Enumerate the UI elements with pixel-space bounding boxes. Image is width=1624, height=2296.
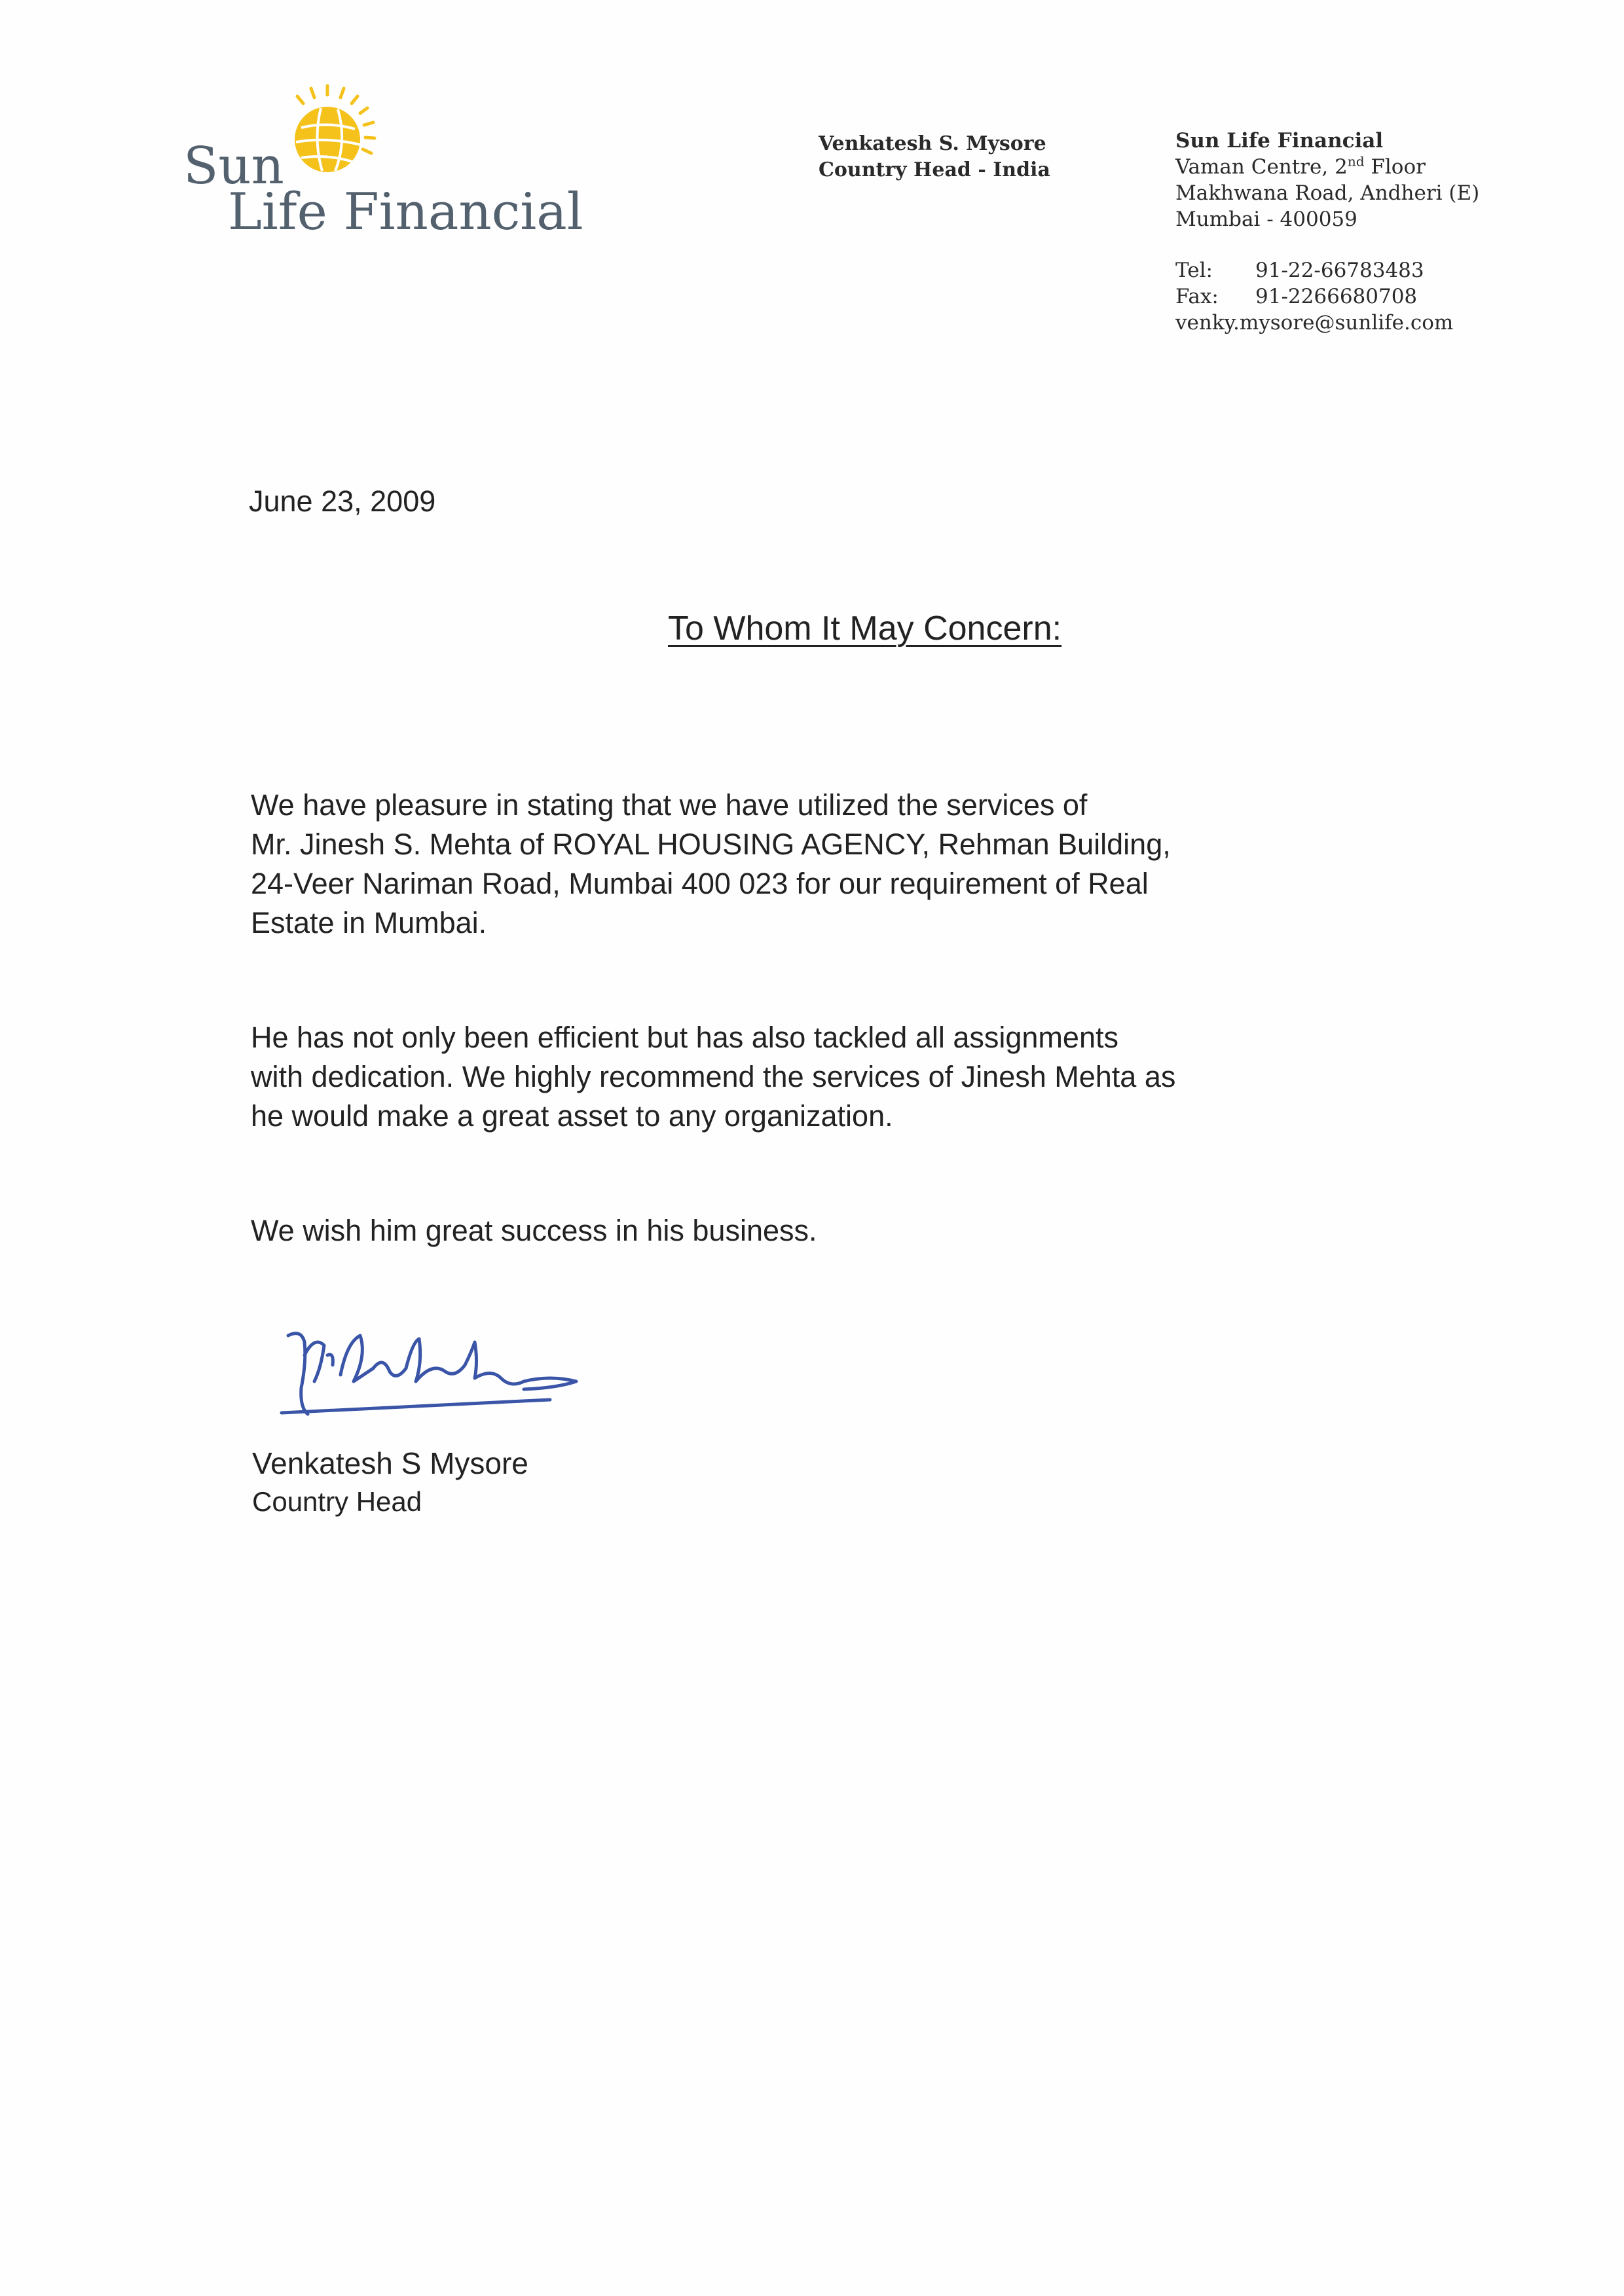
letter-date: June 23, 2009 xyxy=(249,484,436,518)
fax-value: 91-2266680708 xyxy=(1255,285,1418,308)
address-line-3: Mumbai - 400059 xyxy=(1175,208,1357,231)
logo-text-life-financial: Life Financial xyxy=(228,183,583,242)
address-line-1-prefix: Vaman Centre, 2 xyxy=(1175,155,1348,179)
tel-row xyxy=(1175,257,1453,283)
company-logo xyxy=(183,82,583,242)
letter-subject: To Whom It May Concern: xyxy=(668,610,1062,647)
address-line-1-suffix: Floor xyxy=(1364,155,1426,179)
fax-label: Fax: xyxy=(1175,285,1219,308)
sender-name: Venkatesh S. Mysore xyxy=(819,132,1046,155)
paragraph-line: We have pleasure in stating that we have utilized the services of xyxy=(251,788,1088,822)
paragraph-line: He has not only been efficient but has also tackled all assignments xyxy=(251,1021,1118,1054)
paragraph-line: Mr. Jinesh S. Mehta of ROYAL HOUSING AGENCY, Rehman Building, xyxy=(251,828,1171,861)
paragraph-2 xyxy=(251,1018,1175,1136)
paragraph-line: 24-Veer Nariman Road, Mumbai 400 023 for our requirement of Real xyxy=(251,867,1149,900)
paragraph-3 xyxy=(251,1211,817,1250)
tel-label: Tel: xyxy=(1175,259,1213,282)
email: venky.mysore@sunlife.com xyxy=(1175,311,1454,335)
signatory-title: Country Head xyxy=(252,1486,422,1517)
signatory-name: Venkatesh S Mysore xyxy=(252,1446,528,1480)
sender-title: Country Head - India xyxy=(819,158,1050,181)
fax-row xyxy=(1175,283,1453,310)
sun-globe-icon xyxy=(275,82,380,187)
handwritten-signature xyxy=(275,1316,602,1434)
logo-text-sun: Sun xyxy=(183,137,284,196)
paragraph-line: with dedication. We highly recommend the services of Jinesh Mehta as xyxy=(251,1060,1176,1093)
contact-details xyxy=(1175,257,1453,336)
sender-block xyxy=(819,131,1050,183)
paragraph-line: Estate in Mumbai. xyxy=(251,906,487,939)
company-name: Sun Life Financial xyxy=(1175,129,1384,153)
paragraph-1 xyxy=(251,786,1171,943)
paragraph-line: he would make a great asset to any organization. xyxy=(251,1099,893,1133)
address-line-1-sup: nd xyxy=(1347,153,1365,170)
company-address xyxy=(1175,128,1479,232)
paragraph-line: We wish him great success in his business. xyxy=(251,1214,817,1247)
address-line-1 xyxy=(1175,154,1479,180)
address-line-2: Makhwana Road, Andheri (E) xyxy=(1175,181,1480,205)
tel-value: 91-22-66783483 xyxy=(1255,259,1424,282)
